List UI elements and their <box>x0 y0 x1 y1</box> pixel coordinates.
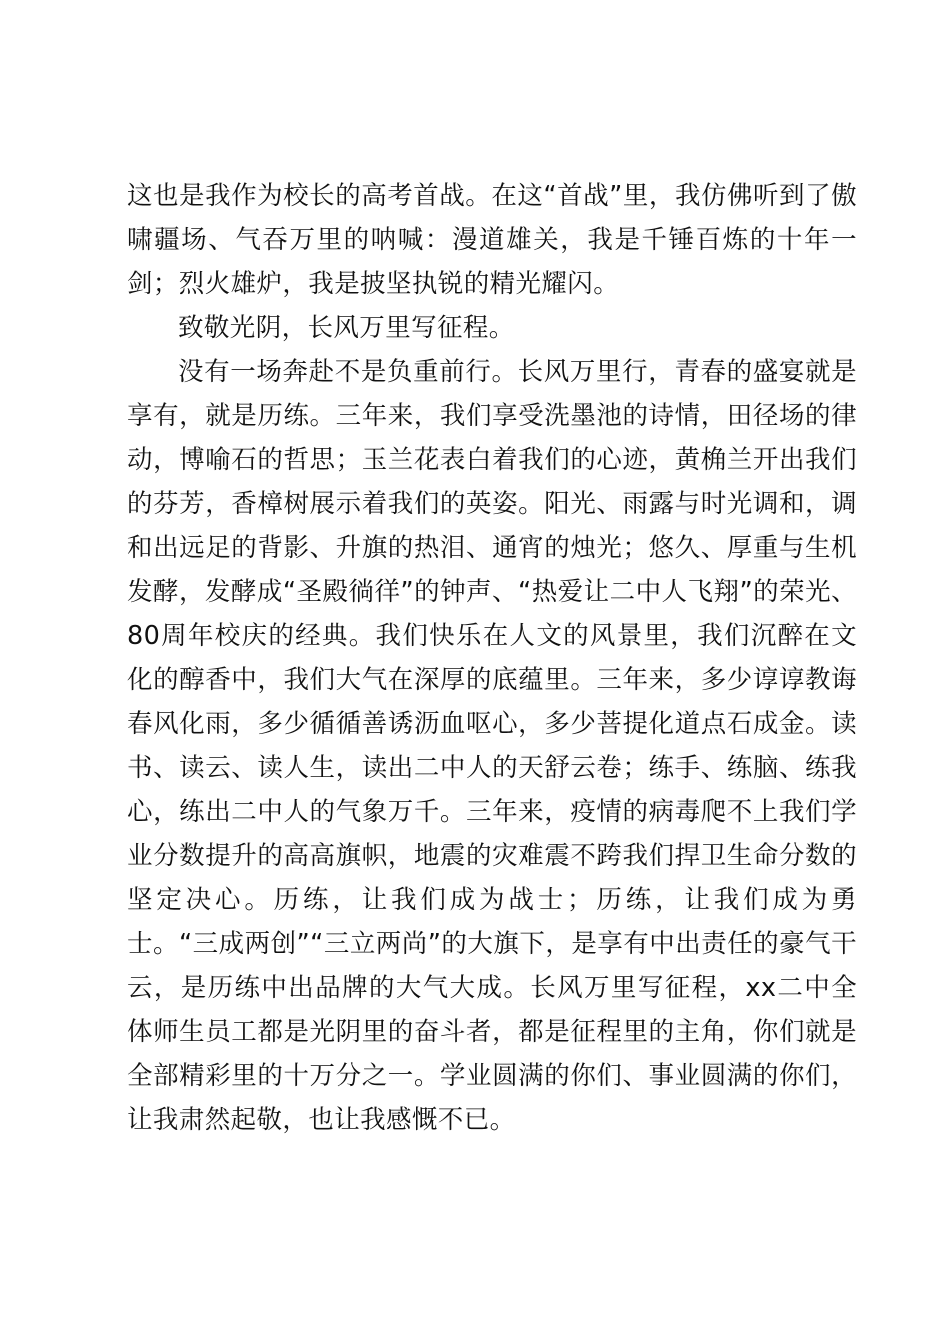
paragraph-3: 没有一场奔赴不是负重前行。长风万里行，青春的盛宴就是享有，就是历练。三年来，我们享受洗墨池的诗情，田径场的律动，博喻石的哲思；玉兰花表白着我们的心迹，黄桷兰开出我们的芬芳，香樟树展示着我们的英姿。阳光、雨露与时光调和，调和出远足的背影、升旗的热泪、通宵的烛光；悠久、厚重与生机发酵，发酵成“圣殿徜徉”的钟声、“热爱让二中人飞翔”的荣光、80周年校庆的经典。我们快乐在人文的风景里，我们沉醉在文化的醇香中，我们大气在深厚的底蕴里。三年来，多少谆谆教诲春风化雨，多少循循善诱沥血呕心，多少菩提化道点石成金。读书、读云、读人生，读出二中人的天舒云卷；练手、练脑、练我心，练出二中人的气象万千。三年来，疫情的病毒爬不上我们学业分数提升的高高旗帜，地震的灾难震不跨我们捍卫生命分数的坚定决心。历练，让我们成为战士；历练，让我们成为勇士。“三成两创”“三立两尚”的大旗下，是享有中出责任的豪气干云，是历练中出品牌的大气大成。长风万里写征程，xx二中全体师生员工都是光阴里的奋斗者，都是征程里的主角，你们就是全部精彩里的十万分之一。学业圆满的你们、事业圆满的你们，让我肃然起敬，也让我感慨不已。 <box>127 357 857 1135</box>
document-body <box>127 174 857 1142</box>
paragraph-2-heading: 致敬光阴，长风万里写征程。 <box>178 313 515 343</box>
paragraph-1: 这也是我作为校长的高考首战。在这“首战”里，我仿佛听到了傲啸疆场、气吞万里的呐喊：漫道雄关，我是千锤百炼的十年一剑；烈火雄炉，我是披坚执锐的精光耀闪。 <box>127 181 857 299</box>
